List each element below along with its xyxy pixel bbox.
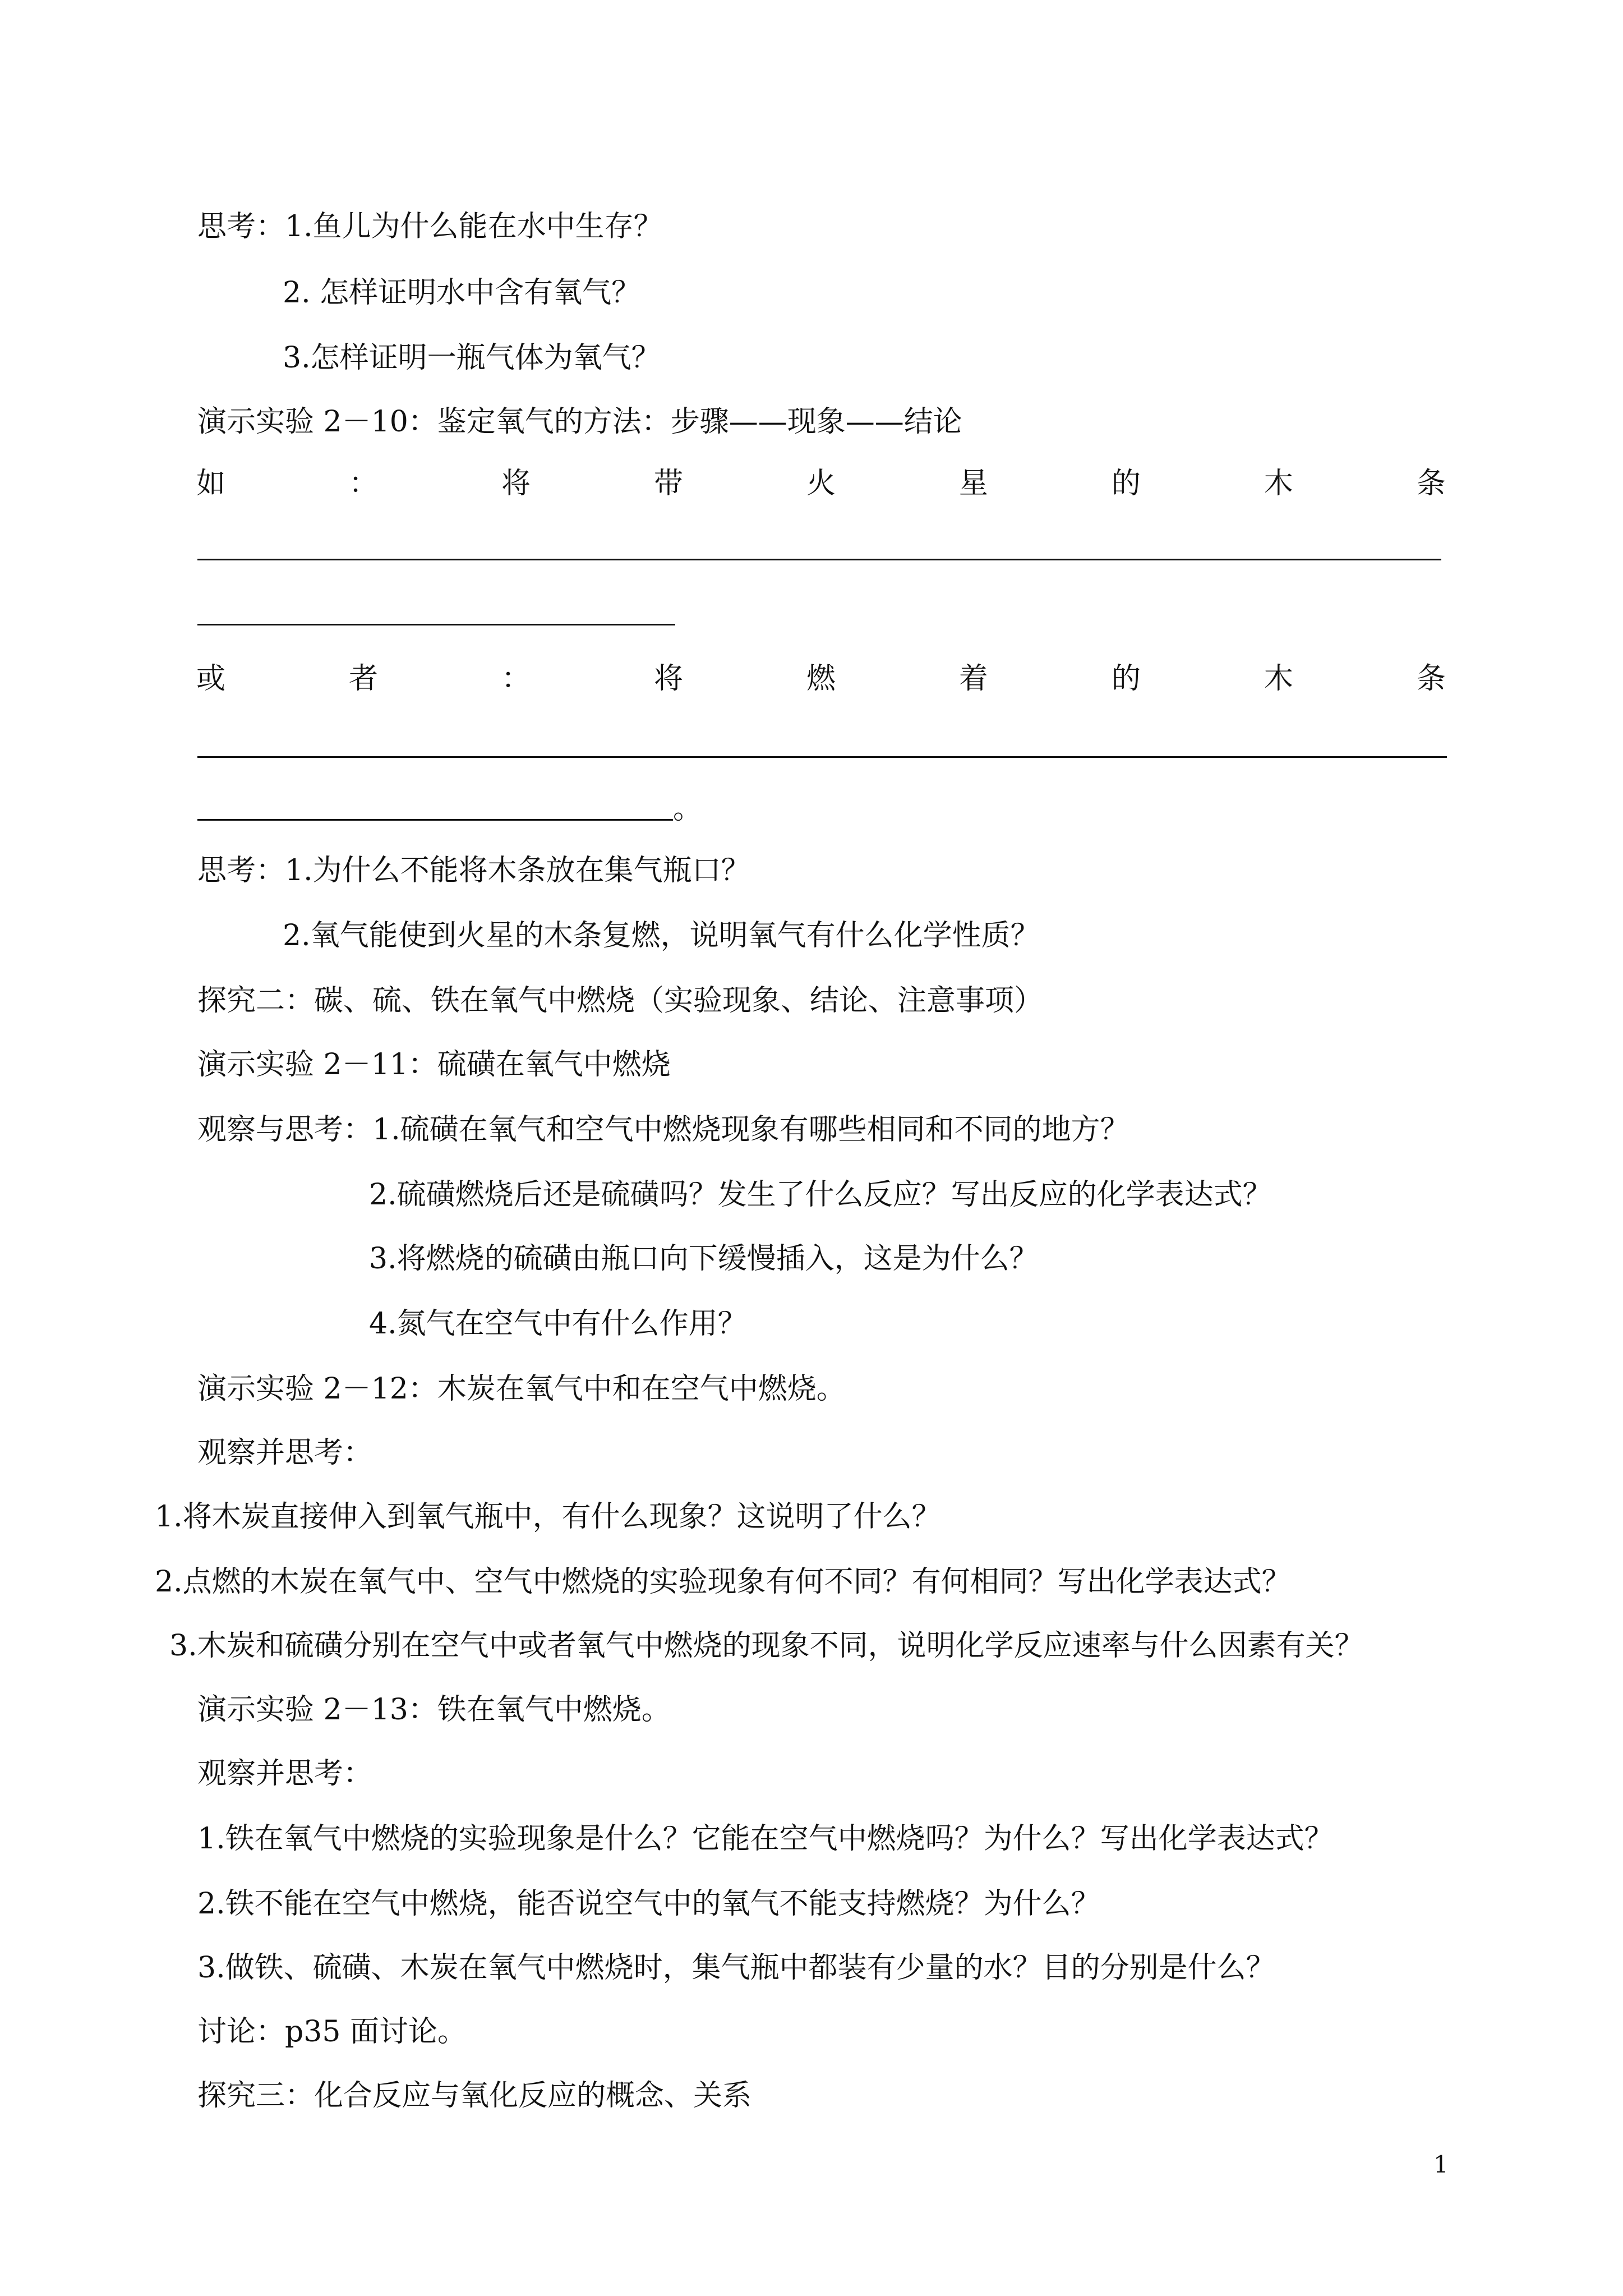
huozhe-char: 条 <box>1416 662 1446 696</box>
observe1-q2: 2.硫磺燃烧后还是硫磺吗？发生了什么反应？写出反应的化学表达式？ <box>369 1178 1272 1212</box>
huozhe-char: 着 <box>958 662 988 696</box>
ru-char: 如 <box>196 467 226 500</box>
think1-q2: 2. 怎样证明水中含有氧气？ <box>283 276 641 310</box>
answer-blank-line <box>197 756 1447 758</box>
ru-char: ： <box>348 467 378 500</box>
ru-spread-line <box>196 466 1446 501</box>
think1-q1: 思考：1.鱼儿为什么能在水中生存？ <box>197 210 663 243</box>
ru-char: 星 <box>958 467 988 500</box>
huozhe-char: 木 <box>1264 662 1293 696</box>
ru-char: 的 <box>1111 467 1141 500</box>
observe3-q1: 1.铁在氧气中燃烧的实验现象是什么？它能在空气中燃烧吗？为什么？写出化学表达式？ <box>197 1822 1334 1856</box>
huozhe-spread-line <box>196 661 1446 697</box>
observe2-q3: 3.木炭和硫磺分别在空气中或者氧气中燃烧的现象不同，说明化学反应速率与什么因素有关？ <box>169 1629 1364 1663</box>
demo-2-12: 演示实验 2－12：木炭在氧气中和在空气中燃烧。 <box>197 1372 846 1406</box>
huozhe-char: 将 <box>653 662 683 696</box>
think1-q3: 3.怎样证明一瓶气体为氧气？ <box>283 341 661 375</box>
answer-blank-line <box>197 624 675 625</box>
demo-2-13: 演示实验 2－13：铁在氧气中燃烧。 <box>197 1693 671 1727</box>
observe3-heading: 观察并思考： <box>197 1757 373 1791</box>
observe3-q2: 2.铁不能在空气中燃烧，能否说空气中的氧气不能支持燃烧？为什么？ <box>197 1887 1100 1921</box>
answer-blank-line <box>197 559 1441 560</box>
answer-blank-line <box>197 819 673 821</box>
discussion-line: 讨论：p35 面讨论。 <box>197 2015 467 2049</box>
observe2-q2: 2.点燃的木炭在氧气中、空气中燃烧的实验现象有何不同？有何相同？写出化学表达式？ <box>155 1565 1291 1599</box>
huozhe-char: 的 <box>1111 662 1141 696</box>
huozhe-char: 或 <box>196 662 226 696</box>
explore-3-heading: 探究三：化合反应与氧化反应的概念、关系 <box>197 2079 752 2113</box>
page-number: 1 <box>1433 2151 1449 2178</box>
ru-char: 将 <box>501 467 531 500</box>
observe1-q3: 3.将燃烧的硫磺由瓶口向下缓慢插入，这是为什么？ <box>369 1242 1039 1276</box>
sentence-period: 。 <box>673 792 703 826</box>
ru-char: 带 <box>653 467 683 500</box>
ru-char: 条 <box>1416 467 1446 500</box>
huozhe-char: 燃 <box>806 662 836 696</box>
observe1-q1: 观察与思考：1.硫磺在氧气和空气中燃烧现象有哪些相同和不同的地方？ <box>197 1113 1129 1147</box>
demo-2-11: 演示实验 2－11：硫磺在氧气中燃烧 <box>197 1048 671 1082</box>
think2-q1: 思考：1.为什么不能将木条放在集气瓶口？ <box>197 854 750 887</box>
observe1-q4: 4.氮气在空气中有什么作用？ <box>369 1307 747 1341</box>
observe2-q1: 1.将木炭直接伸入到氧气瓶中，有什么现象？这说明了什么？ <box>155 1500 941 1534</box>
explore-2-heading: 探究二：碳、硫、铁在氧气中燃烧（实验现象、结论、注意事项） <box>197 984 1044 1018</box>
think2-q2: 2.氧气能使到火星的木条复燃，说明氧气有什么化学性质？ <box>283 919 1040 953</box>
observe2-heading: 观察并思考： <box>197 1436 373 1470</box>
ru-char: 木 <box>1264 467 1293 500</box>
huozhe-char: ： <box>501 662 531 696</box>
huozhe-char: 者 <box>348 662 378 696</box>
ru-char: 火 <box>806 467 836 500</box>
observe3-q3: 3.做铁、硫磺、木炭在氧气中燃烧时，集气瓶中都装有少量的水？目的分别是什么？ <box>197 1951 1275 1985</box>
demo-2-10: 演示实验 2－10：鉴定氧气的方法：步骤——现象——结论 <box>197 405 962 439</box>
